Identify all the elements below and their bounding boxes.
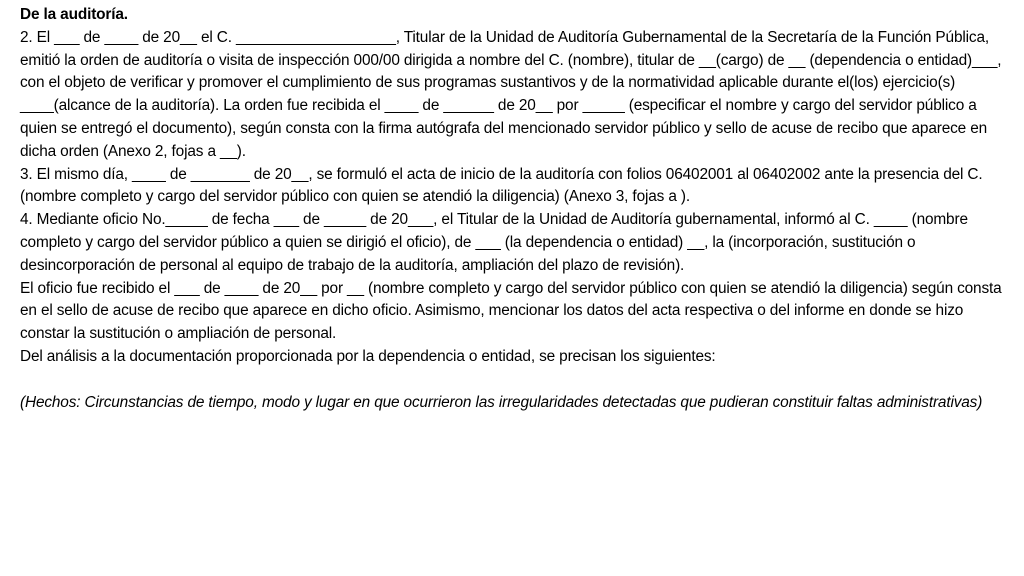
paragraph-4: 4. Mediante oficio No._____ de fecha ___ de _____ de 20___, el Titular de la Unidad de Auditoría gubernamental, informó al C. ____ (nombre completo y cargo del servidor público a quien se dirigió el oficio), de ___ (la dependencia o entidad) __, la (incorporación, sustitución o desincorporación de personal al equipo de trabajo de la auditoría, ampliación del plazo de revisión).	[20, 211, 968, 274]
blank-line	[20, 369, 1010, 392]
section-heading: De la auditoría.	[20, 6, 128, 23]
paragraph-2: 2. El ___ de ____ de 20__ el C. ___________________, Titular de la Unidad de Auditoría Gubernamental de la Secretaría de la Función Pública, emitió la orden de auditoría o visita de inspección 000/00 dirigida a nombre del C. (nombre), titular de __(cargo) de __ (dependencia o entidad)___, con el objeto de verificar y promover el cumplimiento de sus programas sustantivos y de la normatividad aplicable durante el(los) ejercicio(s) ____(alcance de la auditoría). La orden fue recibida el ____ de ______ de 20__ por _____ (especificar el nombre y cargo del servidor público a quien se entregó el documento), según consta con la firma autógrafa del mencionado servidor público y sello de acuse de recibo que aparece en dicha orden (Anexo 2, fojas a __).	[20, 28, 1002, 160]
paragraph-3: 3. El mismo día, ____ de _______ de 20__, se formuló el acta de inicio de la auditoría con folios 06402001 al 06402002 ante la presencia del C. (nombre completo y cargo del servidor público con quien se atendió la diligencia) (Anexo 3, fojas a ).	[20, 165, 983, 206]
italic-note: (Hechos: Circunstancias de tiempo, modo y lugar en que ocurrieron las irregularidades detectadas que pudieran constituir faltas administrativas)	[20, 393, 983, 411]
paragraph-analisis: Del análisis a la documentación proporcionada por la dependencia o entidad, se precisan los siguientes:	[20, 347, 716, 365]
document-body	[20, 4, 1010, 414]
paragraph-oficio-recibido: El oficio fue recibido el ___ de ____ de 20__ por __ (nombre completo y cargo del servidor público con quien se atendió la diligencia) según consta en el sello de acuse de recibo que aparece en dicho oficio. Asimismo, mencionar los datos del acta respectiva o del informe en donde se hizo constar la sustitución o ampliación de personal.	[20, 279, 1002, 343]
